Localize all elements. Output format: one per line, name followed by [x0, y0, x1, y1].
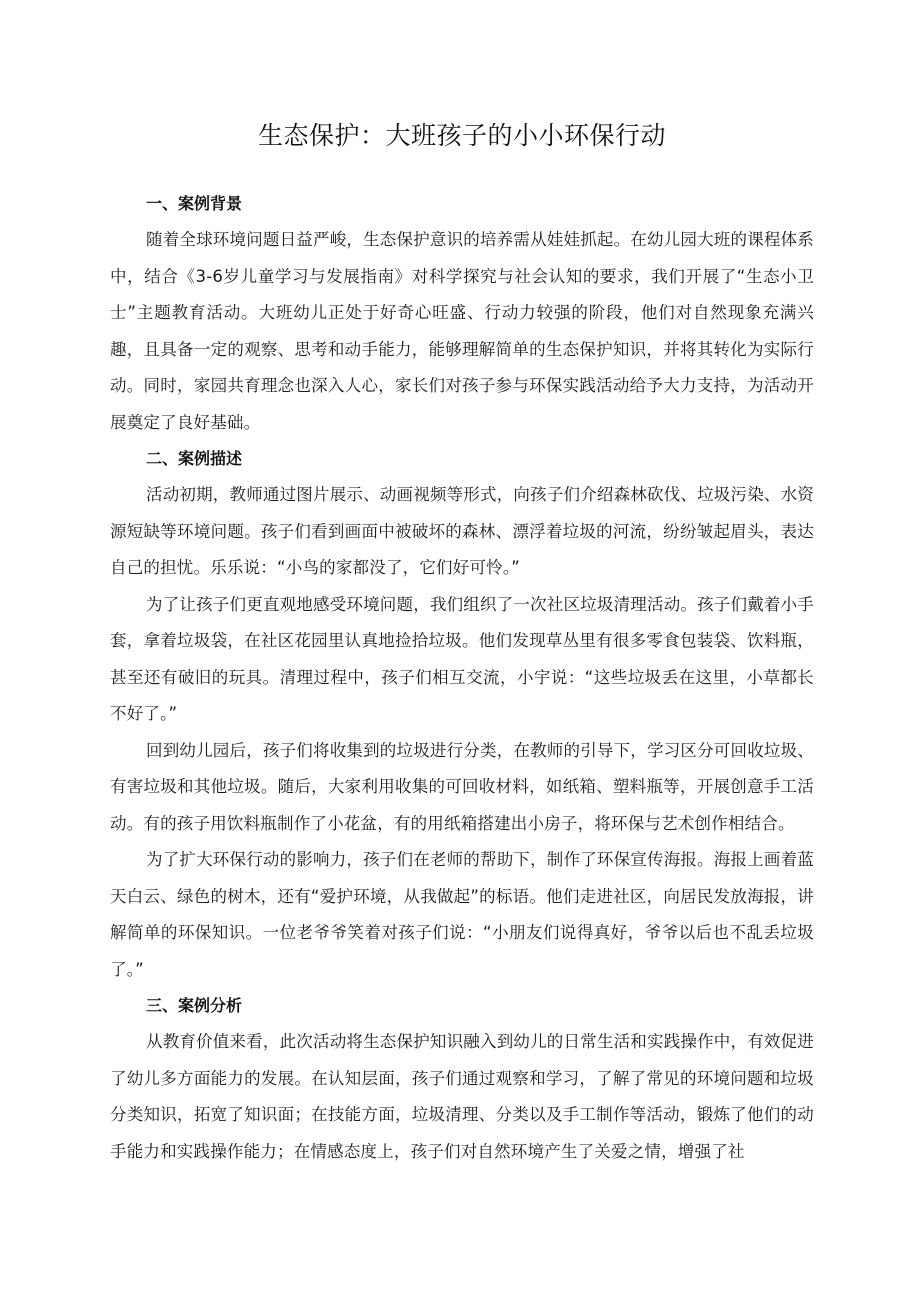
- paragraph: 活动初期，教师通过图片展示、动画视频等形式，向孩子们介绍森林砍伐、垃圾污染、水资源短缺等环境问题。孩子们看到画面中被破坏的森林、漂浮着垃圾的河流，纷纷皱起眉头，表达自己的担忧。乐乐说：“小鸟的家都没了，它们好可怜。”: [110, 485, 814, 577]
- document-title: 生态保护：大班孩子的小小环保行动: [257, 121, 666, 150]
- paragraph: 回到幼儿园后，孩子们将收集到的垃圾进行分类，在教师的引导下，学习区分可回收垃圾、有害垃圾和其他垃圾。随后，大家利用收集的可回收材料，如纸箱、塑料瓶等，开展创意手工活动。有的孩子用饮料瓶制作了小花盆，有的用纸箱搭建出小房子，将环保与艺术创作相结合。: [110, 740, 814, 833]
- section-heading-description: 二、案例描述: [146, 449, 243, 468]
- section-heading-background: 一、案例背景: [146, 194, 243, 213]
- paragraph: 为了扩大环保行动的影响力，孩子们在老师的帮助下，制作了环保宣传海报。海报上画着蓝天白云、绿色的树木，还有“爱护环境，从我做起”的标语。他们走进社区，向居民发放海报，讲解简单的环保知识。一位老爷爷笑着对孩子们说：“小朋友们说得真好，爷爷以后也不乱丢垃圾了。”: [110, 850, 814, 979]
- section-heading-analysis: 三、案例分析: [146, 996, 243, 1015]
- paragraph: 随着全球环境问题日益严峻，生态保护意识的培养需从娃娃抓起。在幼儿园大班的课程体系中，结合《3-6岁儿童学习与发展指南》对科学探究与社会认知的要求，我们开展了“生态小卫士”主题教育活动。大班幼儿正处于好奇心旺盛、行动力较强的阶段，他们对自然现象充满兴趣，且具备一定的观察、思考和动手能力，能够理解简单的生态保护知识，并将其转化为实际行动。同时，家园共育理念也深入人心，家长们对孩子参与环保实践活动给予大力支持，为活动开展奠定了良好基础。: [110, 230, 814, 432]
- paragraph: 从教育价值来看，此次活动将生态保护知识融入到幼儿的日常生活和实践操作中，有效促进了幼儿多方面能力的发展。在认知层面，孩子们通过观察和学习，了解了常见的环境问题和垃圾分类知识，拓宽了知识面；在技能方面，垃圾清理、分类以及手工制作等活动，锻炼了他们的动手能力和实践操作能力；在情感态度上，孩子们对自然环境产生了关爱之情，增强了社: [110, 1032, 814, 1161]
- paragraph: 为了让孩子们更直观地感受环境问题，我们组织了一次社区垃圾清理活动。孩子们戴着小手套，拿着垃圾袋，在社区花园里认真地捡拾垃圾。他们发现草丛里有很多零食包装袋、饮料瓶，甚至还有破旧的玩具。清理过程中，孩子们相互交流，小宇说：“这些垃圾丢在这里，小草都长不好了。”: [110, 594, 814, 723]
